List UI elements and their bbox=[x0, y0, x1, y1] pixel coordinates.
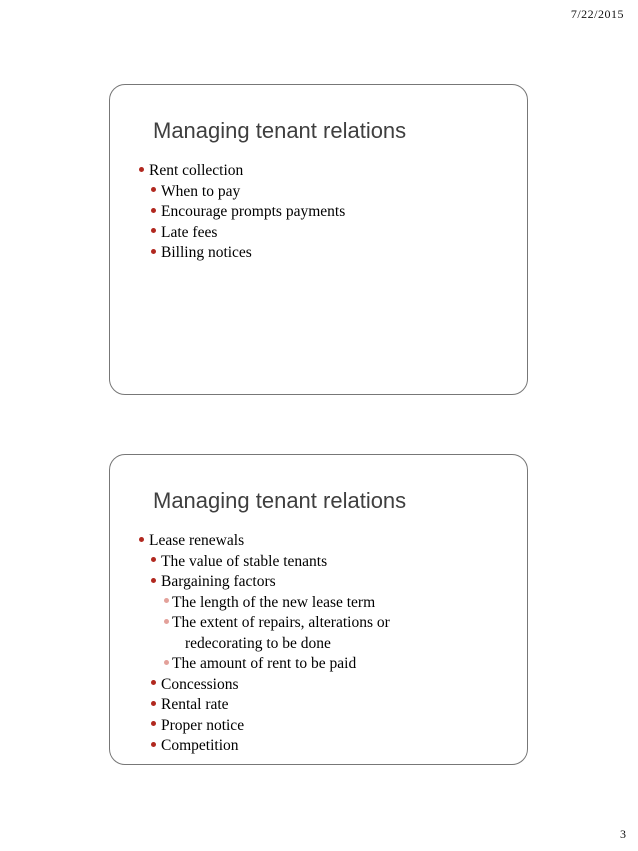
bullet-item bbox=[139, 716, 517, 737]
bullet-item bbox=[139, 202, 517, 223]
bullet-text: Encourage prompts payments bbox=[161, 203, 346, 220]
bullet-dot-icon bbox=[151, 680, 156, 685]
bullet-dot-icon bbox=[151, 249, 156, 254]
bullet-dot-icon bbox=[164, 660, 169, 665]
bullet-list bbox=[139, 161, 517, 264]
bullet-item bbox=[139, 552, 517, 573]
bullet-list bbox=[139, 531, 517, 757]
slide-1 bbox=[109, 84, 528, 395]
bullet-item bbox=[139, 736, 517, 757]
bullet-dot-icon bbox=[151, 578, 156, 583]
bullet-text: Proper notice bbox=[161, 716, 245, 734]
slide-2 bbox=[109, 454, 528, 765]
bullet-dot-icon bbox=[151, 721, 156, 726]
bullet-item bbox=[139, 223, 517, 244]
bullet-dot-icon bbox=[164, 598, 169, 603]
bullet-text: The length of the new lease term bbox=[172, 593, 376, 611]
bullet-item bbox=[139, 572, 517, 593]
bullet-text: When to pay bbox=[161, 182, 241, 200]
bullet-dot-icon bbox=[139, 537, 144, 542]
bullet-text: Competition bbox=[161, 737, 239, 754]
bullet-text: Rent collection bbox=[149, 162, 244, 179]
bullet-dot-icon bbox=[151, 742, 156, 747]
bullet-text: Billing notices bbox=[161, 244, 252, 261]
bullet-dot-icon bbox=[151, 187, 156, 192]
bullet-continuation bbox=[139, 634, 517, 655]
page-number: 3 bbox=[620, 827, 626, 841]
bullet-text: Late fees bbox=[161, 223, 218, 241]
bullet-item bbox=[139, 243, 517, 264]
bullet-dot-icon bbox=[151, 557, 156, 562]
bullet-item bbox=[139, 161, 517, 182]
bullet-item bbox=[139, 613, 517, 634]
slide-title: Managing tenant relations bbox=[153, 118, 407, 143]
bullet-dot-icon bbox=[151, 208, 156, 213]
bullet-item bbox=[139, 695, 517, 716]
bullet-item bbox=[139, 531, 517, 552]
slide-title: Managing tenant relations bbox=[153, 488, 407, 513]
bullet-dot-icon bbox=[164, 619, 169, 624]
bullet-item bbox=[139, 182, 517, 203]
bullet-item bbox=[139, 675, 517, 696]
bullet-text: The amount of rent to be paid bbox=[172, 655, 357, 672]
bullet-item bbox=[139, 654, 517, 675]
bullet-dot-icon bbox=[151, 701, 156, 706]
bullet-dot-icon bbox=[139, 167, 144, 172]
page-date: 7/22/2015 bbox=[570, 7, 624, 21]
bullet-text: The extent of repairs, alterations or bbox=[172, 614, 390, 631]
bullet-text: redecorating to be done bbox=[185, 634, 331, 652]
bullet-dot-icon bbox=[151, 228, 156, 233]
bullet-text: Rental rate bbox=[161, 696, 229, 713]
bullet-text: Bargaining factors bbox=[161, 573, 276, 590]
bullet-text: Lease renewals bbox=[149, 532, 245, 549]
bullet-item bbox=[139, 593, 517, 614]
bullet-text: Concessions bbox=[161, 675, 239, 693]
bullet-text: The value of stable tenants bbox=[161, 552, 328, 570]
